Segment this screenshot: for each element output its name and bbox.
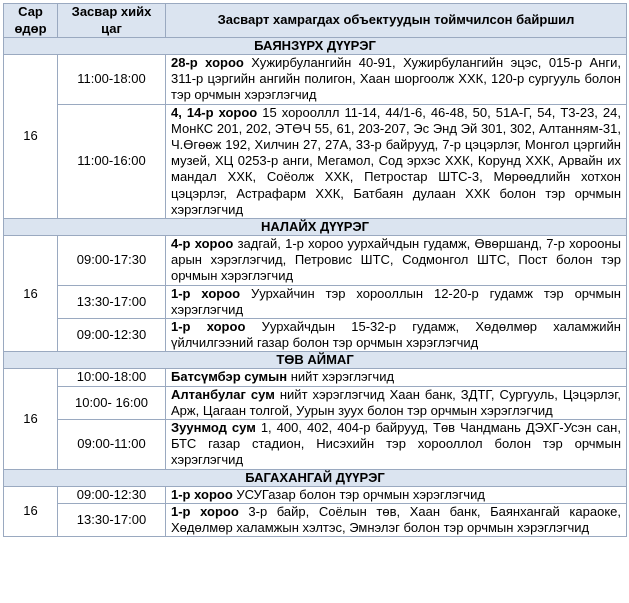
time-cell: 09:00-12:30 xyxy=(58,319,166,352)
location-text: Уурхайчдын 15-32-р гудамж, Хөдөлмөр халамжийн үйлчилгээний газар болон тэр орчмын хэрэглэгчид xyxy=(171,319,621,351)
header-time: Засвар хийх цаг xyxy=(58,4,166,38)
location-cell xyxy=(166,285,627,318)
district-label: 4-р хороо xyxy=(171,236,234,252)
district-label: 28-р хороо xyxy=(171,55,244,70)
table-row xyxy=(4,503,627,536)
section-row-tov-aimag xyxy=(4,352,627,369)
district-label: 1-р хороо xyxy=(171,503,239,519)
section-row-bagakhangai xyxy=(4,469,627,486)
district-label: 4, 14-р хороо xyxy=(171,104,258,120)
header-location: Засварт хамрагдах объектуудын тоймчилсон байршил xyxy=(166,4,627,38)
table-row xyxy=(4,369,627,386)
location-text: 3-р байр, Соёлын төв, Хаан банк, Баянхангай караоке, Хөдөлмөр халамжын хэлтэс, Эмнэлэг болон тэр орчмын хэрэглэгчид xyxy=(171,503,621,536)
section-row-nalaikh xyxy=(4,219,627,236)
day-cell: 16 xyxy=(4,486,58,537)
header-day: Сар өдөр xyxy=(4,4,58,38)
section-row-bayanzurkh xyxy=(4,38,627,55)
location-cell xyxy=(166,236,627,286)
time-cell: 09:00-12:30 xyxy=(58,486,166,503)
location-text: 15 хорооллл 11-14, 44/1-6, 46-48, 50, 51А-Г, 54, Т3-23, 24, МонКС 201, 202, ЭТӨЧ 55, 61, 203-207, Эс Энд Эй 301, 302, Алтанням-31, Ч.Өгөөж 192, Хилчин 27, 27А, 33-р байрууд, 7-р цэцэрлэг, Монгол цэргийн музей, ХЦ 0253-р анги, Мегамол, Сод эрхэс ХХК, Корунд ХХК, Арвайн их мандал ХХК, Соёолж ХХК, Петростар ШТС-3, Мөрөөдлийн хотхон цэцэрлэг, Астрафарм ХХК, Батбаян дулаан ХХК болон тэр орчмын хэрэглэгчид xyxy=(171,104,621,217)
day-cell: 16 xyxy=(4,55,58,219)
table-row xyxy=(4,55,627,105)
district-label: Батсүмбэр сумын xyxy=(171,369,288,385)
time-cell: 10:00- 16:00 xyxy=(58,386,166,419)
location-cell xyxy=(166,386,627,419)
time-cell: 13:30-17:00 xyxy=(58,285,166,318)
location-text: задгай, 1-р хороо уурхайчдын гудамж, Өвөршанд, 7-р хорооны арын хэрэглэгчид, Петровис ШТС, Содмонгол ШТС, Пост болон тэр орчмын хэрэглэгчид xyxy=(171,236,621,284)
table-row xyxy=(4,236,627,286)
section-title: БАГАХАНГАЙ ДҮҮРЭГ xyxy=(4,469,627,486)
location-cell xyxy=(166,55,627,105)
table-row xyxy=(4,386,627,419)
district-label: Зуунмод сум xyxy=(171,420,256,436)
location-cell xyxy=(166,420,627,470)
time-cell: 09:00-17:30 xyxy=(58,236,166,286)
table-row xyxy=(4,420,627,470)
location-cell xyxy=(166,503,627,536)
section-title: НАЛАЙХ ДҮҮРЭГ xyxy=(4,219,627,236)
table-row xyxy=(4,319,627,352)
table-row xyxy=(4,285,627,318)
location-text: Хужирбулангийн 40-91, Хужирбулангийн эцэс, 015-р Анги, 311-р цэргийн ангийн полигон, Хаан шоргоолж ХХК, 120-р сургууль болон тэр орчмын хэрэглэгчид xyxy=(171,55,622,103)
time-cell: 13:30-17:00 xyxy=(58,503,166,536)
district-label: Алтанбулаг сум xyxy=(171,386,275,402)
location-text: УСУГазар болон тэр орчмын хэрэглэгчид xyxy=(232,486,485,502)
location-text: Уурхайчин тэр хорооллын 12-20-р гудамж тэр орчмын хэрэглэгчид xyxy=(171,285,621,317)
district-label: 1-р хороо xyxy=(171,319,246,335)
section-title: БАЯНЗҮРХ ДҮҮРЭГ xyxy=(4,38,627,55)
table-row xyxy=(4,104,627,218)
time-cell: 11:00-18:00 xyxy=(58,55,166,105)
location-text: нийт хэрэглэгчид xyxy=(287,369,395,385)
time-cell: 10:00-18:00 xyxy=(58,369,166,386)
location-text: нийт хэрэглэгчид Хаан банк, ЗДТГ, Сургууль, Цэцэрлэг, Арж, Цагаан толгой, Уурын зуух болон тэр орчмын хэрэглэгчид xyxy=(171,386,621,418)
location-cell xyxy=(166,104,627,218)
time-cell: 11:00-16:00 xyxy=(58,104,166,218)
location-cell xyxy=(166,486,627,503)
day-cell: 16 xyxy=(4,236,58,352)
table-row xyxy=(4,486,627,503)
location-cell xyxy=(166,319,627,352)
location-cell xyxy=(166,369,627,386)
section-title: ТӨВ АЙМАГ xyxy=(4,352,627,369)
day-cell: 16 xyxy=(4,369,58,469)
district-label: 1-р хороо xyxy=(171,486,233,502)
outage-schedule-table xyxy=(3,3,627,537)
header-row xyxy=(4,4,627,38)
location-text: 1, 400, 402, 404-р байрууд, Төв Чандмань ДЭХГ-Усэн сан, БТС газар стадион, Нисэхийн тэр хорооллол болон тэр орчмын хэрэглэгчид xyxy=(171,420,621,468)
district-label: 1-р хороо xyxy=(171,285,241,301)
time-cell: 09:00-11:00 xyxy=(58,420,166,470)
